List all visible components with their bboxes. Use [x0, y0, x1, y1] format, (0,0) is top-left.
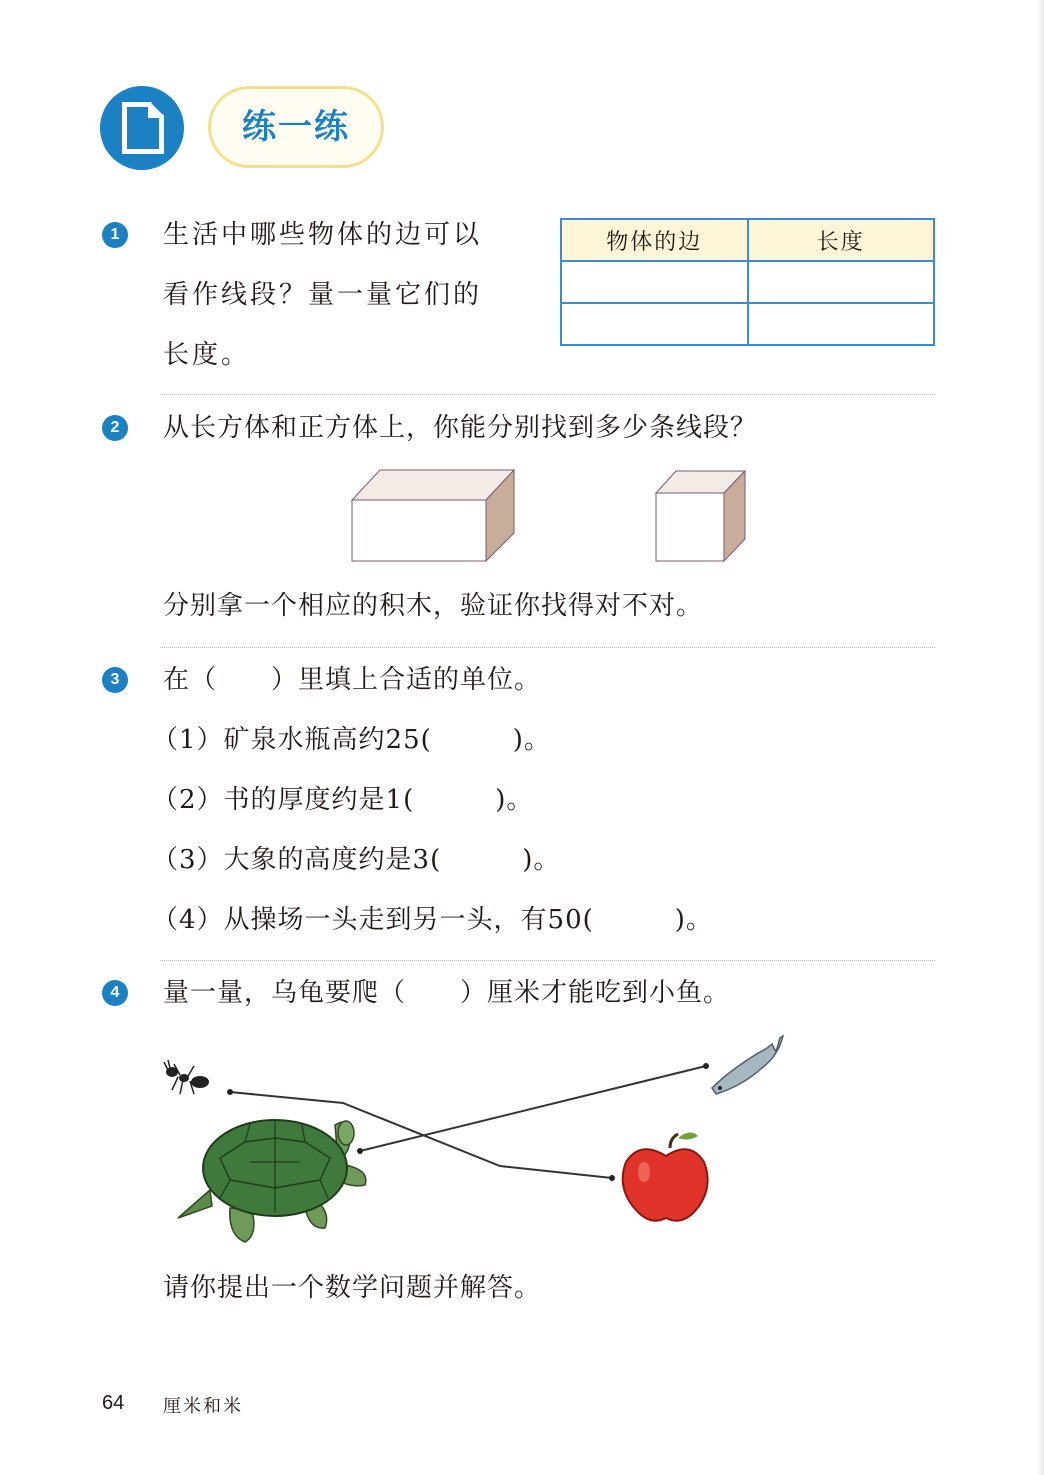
q4-text-question: 请你提出一个数学问题并解答。 [163, 1273, 542, 1303]
table-header-edge: 物体的边 [561, 219, 748, 261]
section-divider [160, 394, 935, 395]
q2-text: 从长方体和正方体上，你能分别找到多少条线段？ [163, 413, 758, 443]
table-cell[interactable] [748, 261, 935, 303]
page-number: 64 [102, 1392, 125, 1414]
q1-text-line-3: 长度。 [163, 340, 251, 370]
table-header-row [561, 219, 934, 261]
q3-text: 在（ ）里填上合适的单位。 [163, 665, 542, 695]
section-divider [160, 960, 935, 961]
q3-item-1: （1）矿泉水瓶高约25( )。 [152, 725, 551, 755]
chapter-title: 厘米和米 [163, 1396, 243, 1417]
table-header-length: 长度 [748, 219, 935, 261]
q3-item-2: （2）书的厚度约是1( )。 [152, 785, 534, 815]
page-title: 练一练 [242, 107, 350, 147]
question-number-3: 3 [102, 667, 128, 693]
table-cell[interactable] [561, 261, 748, 303]
question-number-2: 2 [102, 415, 128, 441]
document-icon [100, 86, 184, 170]
turtle-icon [178, 1120, 366, 1242]
cuboid-and-cube-figures [350, 468, 750, 564]
page-edge-shadow [1037, 0, 1044, 1475]
q3-item-4: （4）从操场一头走到另一头，有50( )。 [152, 905, 713, 935]
section-divider [160, 647, 935, 648]
table-row [561, 303, 934, 345]
question-number-4: 4 [102, 980, 128, 1006]
table-cell[interactable] [561, 303, 748, 345]
fish-icon [712, 1036, 783, 1094]
q1-text-line-2: 看作线段？量一量它们的 [163, 280, 483, 310]
q2-text-verify: 分别拿一个相应的积木，验证你找得对不对。 [163, 591, 704, 621]
cube-icon [656, 471, 745, 561]
ant-icon [164, 1060, 209, 1094]
q4-text: 量一量，乌龟要爬（ ）厘米才能吃到小鱼。 [163, 978, 731, 1008]
turtle-path-figure [150, 1030, 800, 1250]
table-cell[interactable] [748, 303, 935, 345]
question-number-1: 1 [102, 222, 128, 248]
q1-text-line-1: 生活中哪些物体的边可以 [163, 220, 483, 250]
apple-icon [623, 1132, 708, 1220]
path-turtle-to-fish [360, 1066, 706, 1151]
table-row [561, 261, 934, 303]
edge-length-table [560, 218, 935, 346]
q3-item-3: （3）大象的高度约是3( )。 [152, 845, 561, 875]
cuboid-icon [352, 470, 514, 561]
